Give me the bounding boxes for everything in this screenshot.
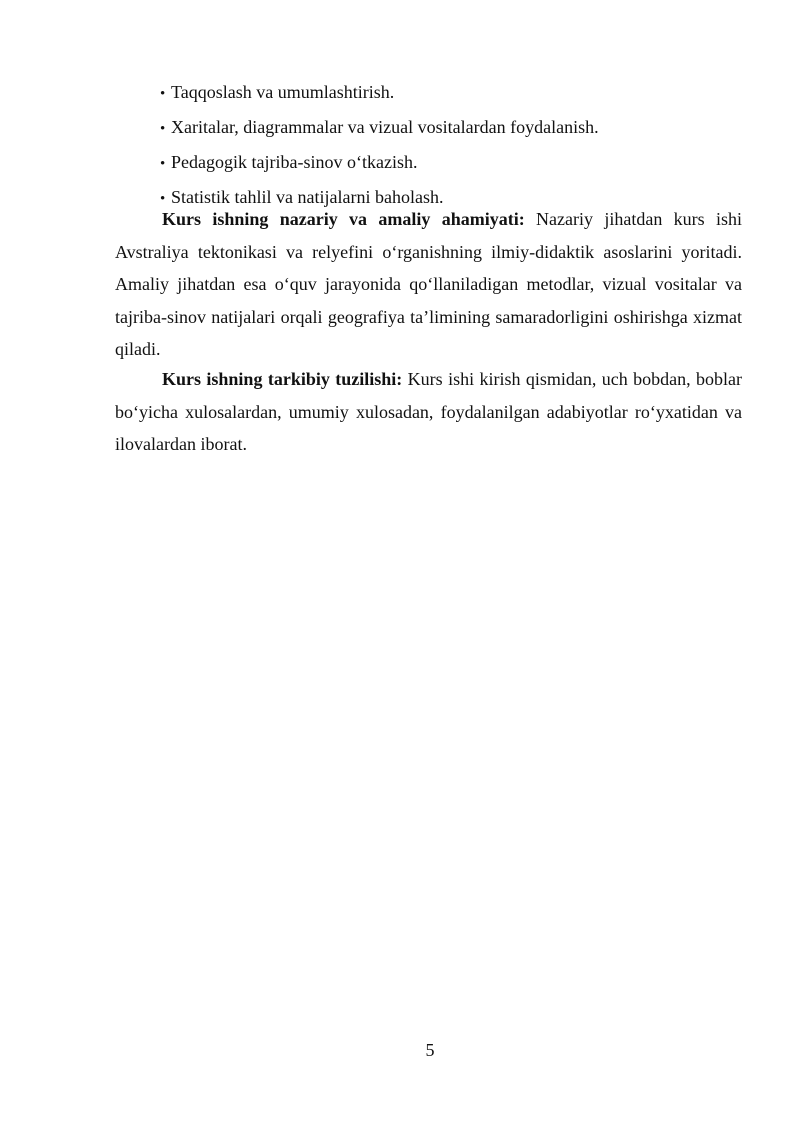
significance-paragraph: [115, 203, 742, 366]
structure-paragraph: [115, 363, 742, 461]
list-item-text: Taqqoslash va umumlashtirish.: [171, 82, 395, 102]
bullet-icon: •: [160, 156, 166, 172]
list-item-text: Xaritalar, diagrammalar va vizual vositalardan foydalanish.: [171, 117, 599, 137]
significance-heading: Kurs ishning nazariy va amaliy ahamiyati:: [162, 209, 525, 229]
significance-body: Nazariy jihatdan kurs ishi Avstraliya tektonikasi va relyefini o‘rganishning ilmiy-didaktik asoslarini yoritadi. Amaliy jihatdan esa o‘quv jarayonida qo‘llaniladigan metodlar, vizual vositalar va tajriba-sinov natijalari orqali geografiya ta’limining samaradorligini oshirishga xizmat qiladi.: [115, 209, 743, 360]
bullet-icon: •: [160, 121, 166, 137]
list-item-text: Pedagogik tajriba-sinov o‘tkazish.: [171, 152, 418, 172]
structure-body: Kurs ishi kirish qismidan, uch bobdan, boblar bo‘yicha xulosalardan, umumiy xulosadan, foydalanilgan adabiyotlar ro‘yxatidan va ilovalardan iborat.: [115, 369, 743, 455]
page-number: 5: [425, 1040, 435, 1060]
bullet-icon: •: [160, 191, 166, 207]
list-item: [160, 111, 740, 146]
bullet-icon: •: [160, 86, 166, 102]
structure-heading: Kurs ishning tarkibiy tuzilishi:: [162, 369, 403, 389]
list-item: [160, 76, 740, 111]
list-item-text: Statistik tahlil va natijalarni baholash.: [171, 187, 444, 207]
method-bullet-list: [160, 76, 740, 216]
list-item: [160, 146, 740, 181]
